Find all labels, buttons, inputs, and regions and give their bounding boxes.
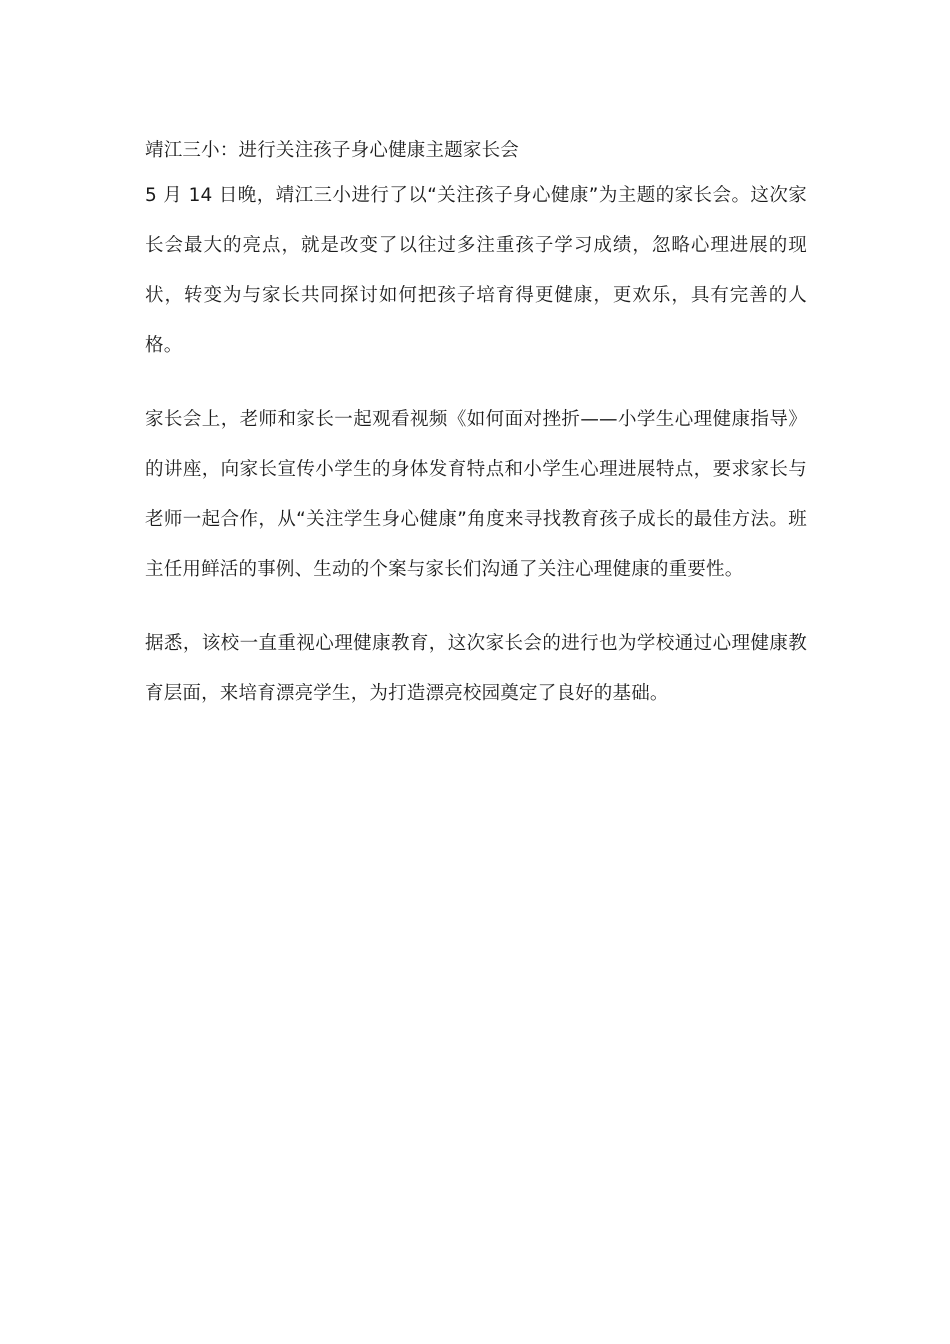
paragraph-1: 5 月 14 日晚，靖江三小进行了以“关注孩子身心健康”为主题的家长会。这次家长会最大的亮点，就是改变了以往过多注重孩子学习成绩，忽略心理进展的现状，转变为与家长共同探讨如何把孩子培育得更健康，更欢乐，具有完善的人格。: [145, 185, 807, 356]
document-page: [145, 128, 807, 719]
paragraph-spacer: [145, 371, 807, 395]
document-title: 靖江三小：进行关注孩子身心健康主题家长会: [145, 140, 520, 161]
paragraph-spacer: [145, 595, 807, 619]
paragraph-3: 据悉，该校一直重视心理健康教育，这次家长会的进行也为学校通过心理健康教育层面，来培育漂亮学生，为打造漂亮校园奠定了良好的基础。: [145, 633, 807, 704]
paragraph-2: 家长会上，老师和家长一起观看视频《如何面对挫折——小学生心理健康指导》的讲座，向家长宣传小学生的身体发育特点和小学生心理进展特点，要求家长与老师一起合作，从“关注学生身心健康”角度来寻找教育孩子成长的最佳方法。班主任用鲜活的事例、生动的个案与家长们沟通了关注心理健康的重要性。: [145, 409, 807, 580]
